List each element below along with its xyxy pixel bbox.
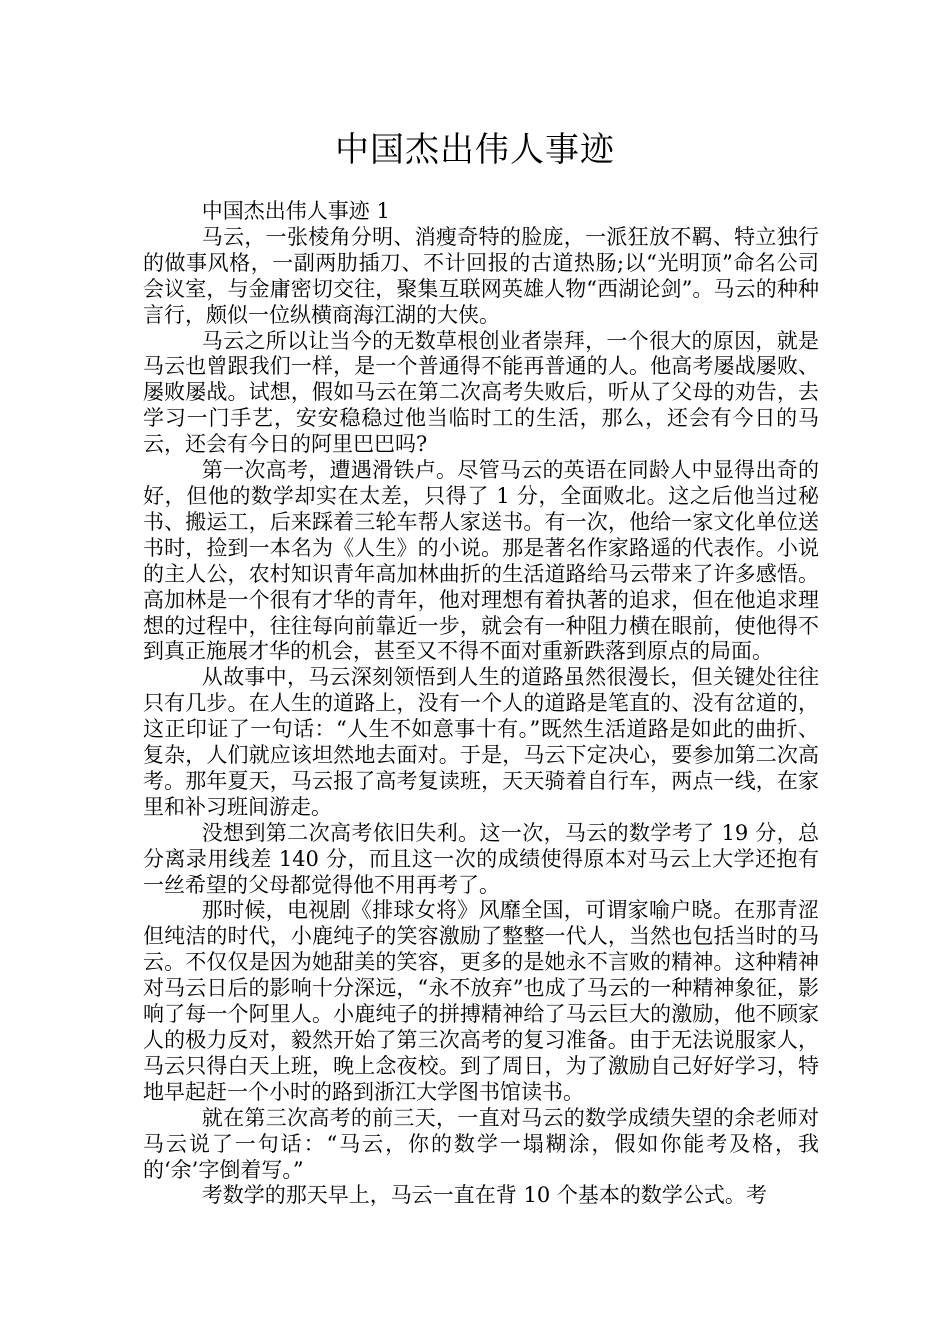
- paragraph-8: 考数学的那天早上，马云一直在背 10 个基本的数学公式。考: [201, 1183, 767, 1208]
- paragraph-5: 没想到第二次高考依旧失利。这一次，马云的数学考了 19 分，总分离录用线差 140 分，而且这一次的成绩使得原本对马云上大学还抱有一丝希望的父母都觉得他不用再考了。: [143, 820, 819, 897]
- paragraph-7: 就在第三次高考的前三天，一直对马云的数学成绩失望的余老师对马云说了一句话：“马云，你的数学一塌糊涂，假如你能考及格，我的‘余’字倒着写。”: [143, 1105, 819, 1182]
- document-title: 中国杰出伟人事迹: [335, 130, 615, 170]
- document-body: [143, 199, 819, 1209]
- paragraph-2: 马云之所以让当今的无数草根创业者崇拜，一个很大的原因，就是马云也曾跟我们一样，是一个普通得不能再普通的人。他高考屡战屡败、屡败屡战。试想，假如马云在第二次高考失败后，听从了父母的劝告，去学习一门手艺，安安稳稳过他当临时工的生活，那么，还会有今日的马云，还会有今日的阿里巴巴吗?: [143, 328, 819, 457]
- paragraph-6: 那时候，电视剧《排球女将》风靡全国，可谓家喻户晓。在那青涩但纯洁的时代，小鹿纯子的笑容激励了整整一代人，当然也包括当时的马云。不仅仅是因为她甜美的笑容，更多的是她永不言败的精神。这种精神对马云日后的影响十分深远，“永不放弃”也成了马云的一种精神象征，影响了每一个阿里人。小鹿纯子的拼搏精神给了马云巨大的激励，他不顾家人的极力反对，毅然开始了第三次高考的复习准备。由于无法说服家人，马云只得白天上班，晚上念夜校。到了周日，为了激励自己好好学习，特地早起赶一个小时的路到浙江大学图书馆读书。: [143, 898, 819, 1104]
- paragraph-4: 从故事中，马云深刻领悟到人生的道路虽然很漫长，但关键处往往只有几步。在人生的道路上，没有一个人的道路是笔直的、没有岔道的，这正印证了一句话：“人生不如意事十有。”既然生活道路是如此的曲折、复杂，人们就应该坦然地去面对。于是，马云下定决心，要参加第二次高考。那年夏天，马云报了高考复读班，天天骑着自行车，两点一线，在家里和补习班间游走。: [143, 665, 819, 819]
- paragraph-3: 第一次高考，遭遇滑铁卢。尽管马云的英语在同龄人中显得出奇的好，但他的数学却实在太差，只得了 1 分，全面败北。这之后他当过秘书、搬运工，后来踩着三轮车帮人家送书。有一次，他给一家文化单位送书时，捡到一本名为《人生》的小说。那是著名作家路遥的代表作。小说的主人公，农村知识青年高加林曲折的生活道路给马云带来了许多感悟。高加林是一个很有才华的青年，他对理想有着执著的追求，但在他追求理想的过程中，往往每向前靠近一步，就会有一种阻力横在眼前，使他得不到真正施展才华的机会，甚至又不得不面对重新跌落到原点的局面。: [143, 458, 819, 664]
- section-subheading: 中国杰出伟人事迹 1: [201, 199, 390, 223]
- paragraph-1: 马云，一张棱角分明、消瘦奇特的脸庞，一派狂放不羁、特立独行的做事风格，一副两肋插刀、不计回报的古道热肠;以“光明顶”命名公司会议室，与金庸密切交往，聚集互联网英雄人物“西湖论剑”。马云的种种言行，颇似一位纵横商海江湖的大侠。: [143, 224, 819, 327]
